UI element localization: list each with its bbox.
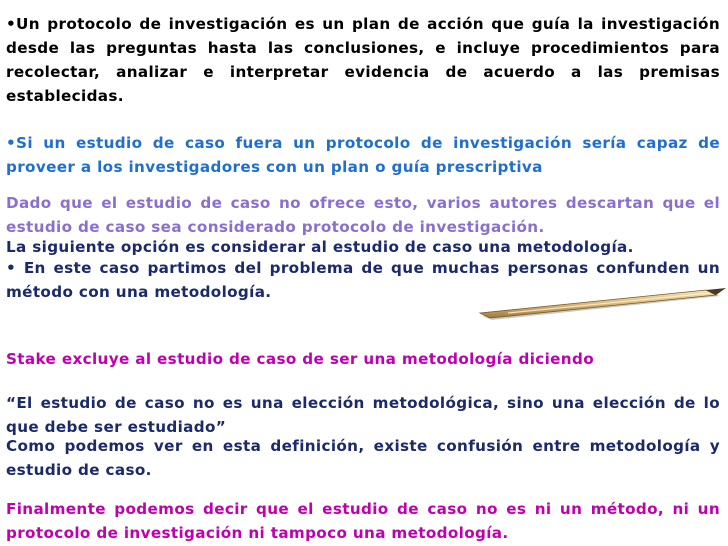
paragraph-case-study-protocol: •Si un estudio de caso fuera un protocolo de investigación sería capaz de proveer a los investigadores con un plan o guía prescriptiva xyxy=(6,134,720,176)
pencil-icon xyxy=(478,286,728,326)
paragraph-methodology-option: La siguiente opción es considerar al estudio de caso una metodología. xyxy=(6,238,634,256)
paragraph-definition-confusion: Como podemos ver en esta definición, existe confusión entre metodología y estudio de caso. xyxy=(6,437,720,479)
paragraph-conclusion: Finalmente podemos decir que el estudio de caso no es ni un método, ni un protocolo de investigación ni tampoco una metodología. xyxy=(6,500,720,542)
paragraph-method-confusion: • En este caso partimos del problema de que muchas personas confunden un método con una metodología. xyxy=(6,259,720,301)
paragraph-protocol-definition: •Un protocolo de investigación es un plan de acción que guía la investigación desde las preguntas hasta las conclusiones, e incluye procedimientos para recolectar, analizar e interpretar evidencia de acuerdo a las premisas establecidas. xyxy=(6,15,720,105)
paragraph-stake-excludes: Stake excluye al estudio de caso de ser una metodología diciendo xyxy=(6,350,594,368)
paragraph-stake-quote: “El estudio de caso no es una elección metodológica, sino una elección de lo que debe ser estudiado” xyxy=(6,394,720,436)
paragraph-authors-discard: Dado que el estudio de caso no ofrece esto, varios autores descartan que el estudio de caso sea considerado protocolo de investigación. xyxy=(6,194,720,236)
